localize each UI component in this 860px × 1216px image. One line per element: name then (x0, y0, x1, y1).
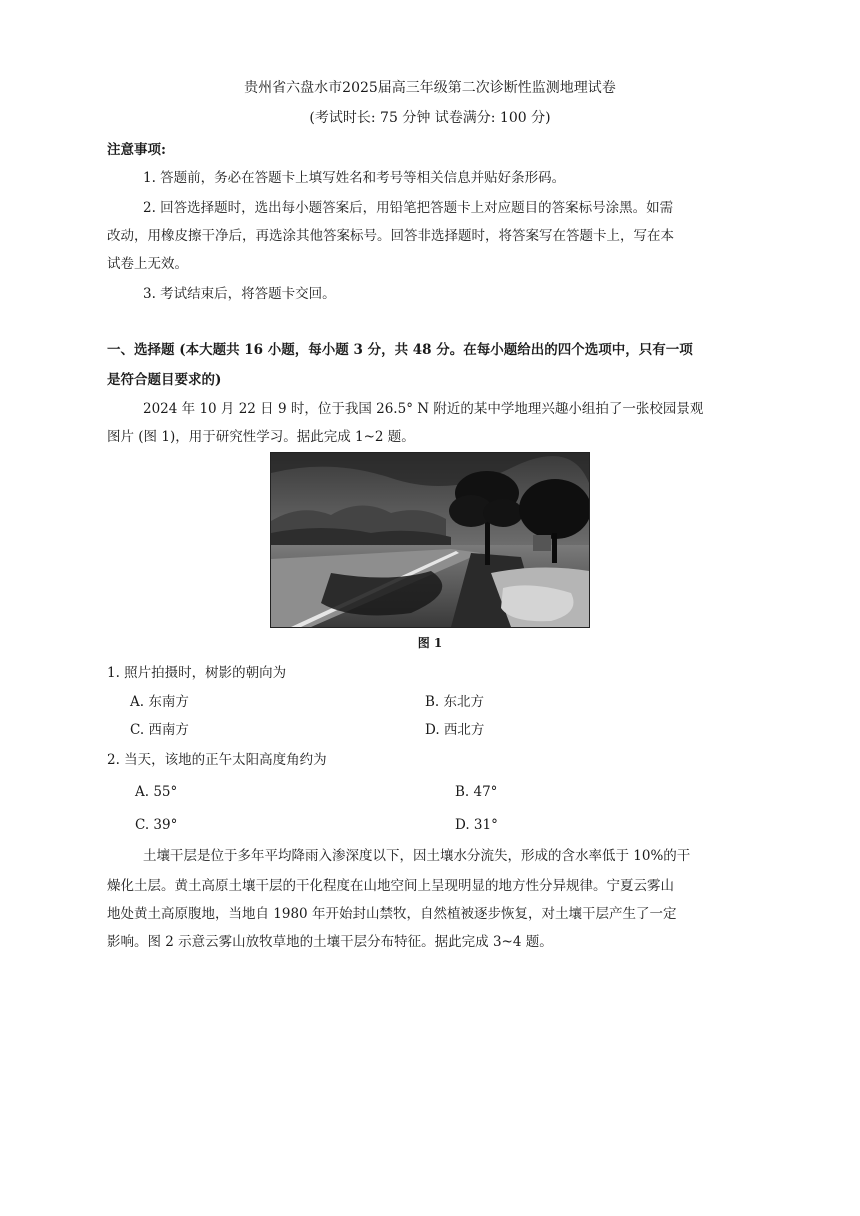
passage2-line-4: 影响。图 2 示意云雾山放牧草地的土壤干层分布特征。据此完成 3~4 题。 (107, 934, 553, 950)
q2-option-c[interactable]: C. 39° (135, 817, 178, 833)
q2-option-d[interactable]: D. 31° (455, 817, 498, 833)
q1-stem: 1. 照片拍摄时，树影的朝向为 (107, 665, 287, 681)
passage1-line-2: 图片 (图 1)，用于研究性学习。据此完成 1~2 题。 (107, 429, 415, 445)
q1-option-b[interactable]: B. 东北方 (425, 694, 485, 710)
exam-subtitle: (考试时长: 75 分钟 试卷满分: 100 分) (309, 110, 551, 126)
notice-item-2-line-3: 试卷上无效。 (107, 256, 188, 272)
notice-item-1: 1. 答题前，务必在答题卡上填写姓名和考号等相关信息并贴好条形码。 (143, 170, 566, 186)
section-heading-line-1: 一、选择题 (本大题共 16 小题，每小题 3 分，共 48 分。在每小题给出的四个选项中，只有一项 (107, 342, 693, 358)
passage2-line-1: 土壤干层是位于多年平均降雨入渗深度以下，因土壤水分流失，形成的含水率低于 10%的干 (143, 848, 691, 864)
q1-option-d[interactable]: D. 西北方 (425, 722, 485, 738)
notice-heading: 注意事项: (107, 142, 166, 158)
passage2-line-3: 地处黄土高原腹地，当地自 1980 年开始封山禁牧，自然植被逐步恢复，对土壤干层产生了一定 (107, 906, 677, 922)
figure-1-label: 图 1 (417, 636, 443, 650)
section-heading-line-2: 是符合题目要求的) (107, 372, 222, 388)
q1-option-c[interactable]: C. 西南方 (130, 722, 189, 738)
notice-item-3: 3. 考试结束后，将答题卡交回。 (143, 286, 336, 302)
exam-title: 贵州省六盘水市2025届高三年级第二次诊断性监测地理试卷 (244, 80, 616, 96)
q1-option-a[interactable]: A. 东南方 (130, 694, 189, 710)
passage1-line-1: 2024 年 10 月 22 日 9 时，位于我国 26.5° N 附近的某中学地理兴趣小组拍了一张校园景观 (143, 401, 704, 417)
passage2-line-2: 燥化土层。黄土高原土壤干层的干化程度在山地空间上呈现明显的地方性分异规律。宁夏云雾山 (107, 878, 674, 894)
q2-stem: 2. 当天，该地的正午太阳高度角约为 (107, 752, 327, 768)
q2-option-b[interactable]: B. 47° (455, 784, 498, 800)
campus-landscape-photo (270, 452, 590, 628)
notice-item-2-line-2: 改动，用橡皮擦干净后，再选涂其他答案标号。回答非选择题时，将答案写在答题卡上，写在本 (107, 228, 674, 244)
notice-item-2-line-1: 2. 回答选择题时，选出每小题答案后，用铅笔把答题卡上对应题目的答案标号涂黑。如需 (143, 200, 674, 216)
q2-option-a[interactable]: A. 55° (135, 784, 178, 800)
